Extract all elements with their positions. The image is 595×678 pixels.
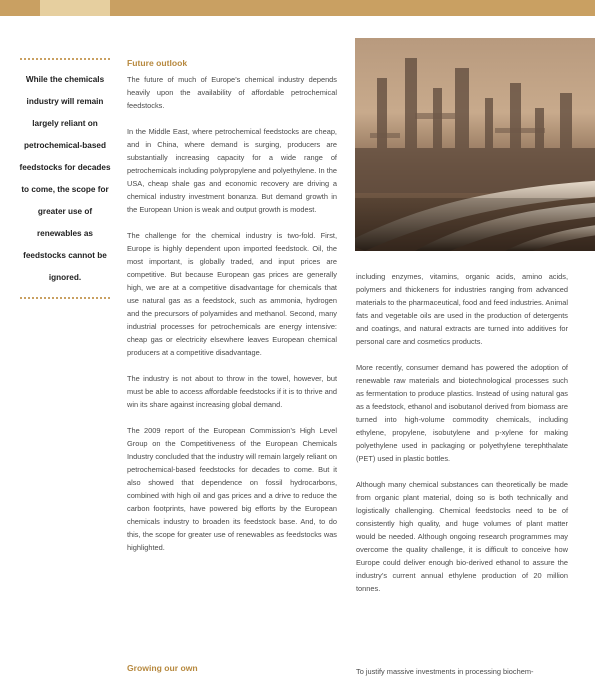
pull-quote <box>18 58 112 299</box>
left-text-column <box>127 57 337 567</box>
paragraph: The future of much of Europe’s chemical industry depends heavily upon the availability of affordable petrochemical feedstocks. <box>127 75 337 110</box>
pull-quote-top-divider <box>20 58 110 60</box>
paragraph: More recently, consumer demand has powered the adoption of renewable raw materials and biotechnological processes such as fermentation to produce plastics. Instead of using natural gas as a feedstock, ethanol and isobutanol derived from biomass are turned into high-volume commodity chemicals, including ethylene, propylene, isobutylene and p-xylene for making polyethylene used in packaging or polyethylene terephthalate (PET) used in plastic bottles. <box>356 363 568 463</box>
pull-quote-text: While the chemicals industry will remain largely reliant on petrochemical-based feedstocks for decades to come, the scope for greater use of renewables as feedstocks cannot be ignored. <box>19 75 111 282</box>
refinery-pipeline-illustration <box>355 38 595 251</box>
paragraph: In the Middle East, where petrochemical feedstocks are cheap, and in China, where demand is surging, producers are substantially increasing capacity for a wide range of petrochemicals including polypropylene and polyethylene. In the USA, cheap shale gas and economic recovery are driving a chemical industry investment bonanza. But demand growth in the European Union is weak and output growth is modest. <box>127 127 337 214</box>
paragraph: Although many chemical substances can theoretically be made from organic plant material, doing so is both technically and logistically challenging. Chemical feedstocks need to be of consistently high quality, and huge volumes of plant matter would be needed. Although ongoing research programmes may overcome the quality challenge, it is difficult to conceive how Europe could deliver enough bio-derived ethanol to assure the industry’s current annual ethylene production of 20 million tonnes. <box>356 480 568 593</box>
header-band <box>0 0 595 16</box>
section-heading-growing-our-own: Growing our own <box>127 663 198 673</box>
paragraph: including enzymes, vitamins, organic acids, amino acids, polymers and thickeners for industries ranging from advanced materials to the pharmaceutical, food and feed industries. Animal fats and vegetable oils are used in the production of detergents and coatings, and natural extracts are turned into additives for personal care and cosmetics products. <box>356 272 568 346</box>
continued-paragraph-start: To justify massive investments in processing biochem- <box>356 667 534 676</box>
right-text-column <box>356 270 568 608</box>
refinery-pipeline-photo <box>355 38 595 251</box>
pull-quote-bottom-divider <box>20 297 110 299</box>
paragraph: The industry is not about to throw in the towel, however, but must be able to access affordable feedstocks if it is to thrive and win its share against increasing global demand. <box>127 374 337 409</box>
header-tab <box>40 0 110 16</box>
section-heading-future-outlook: Future outlook <box>127 58 188 68</box>
paragraph: The 2009 report of the European Commission’s High Level Group on the Competitiveness of the European Chemicals Industry concluded that the industry will remain largely reliant on petrochemical-based feedstocks for decades to come. But it also showed that dependence on fossil hydrocarbons, combined with high oil and gas prices and a drive to reduce the carbon footprints, have powered big efforts by the European chemicals industry to broaden its feedstock base. And, to do this, the scope for greater use of renewables as feedstocks was highlighted. <box>127 426 337 552</box>
paragraph: The challenge for the chemical industry is two-fold. First, Europe is highly dependent upon imported feedstock. Oil, the most important, is globally traded, and input prices are competitive. But because European gas prices are generally high, we are at a competitive disadvantage for chemicals that use natural gas as a feedstock, such as ammonia, hydrogen and the precursors of polyamides and methanol. Second, many industrial processes for petrochemicals are energy intensive: cheap gas or electricity elsewhere leaves European chemical producers at a competitive disadvantage. <box>127 231 337 357</box>
